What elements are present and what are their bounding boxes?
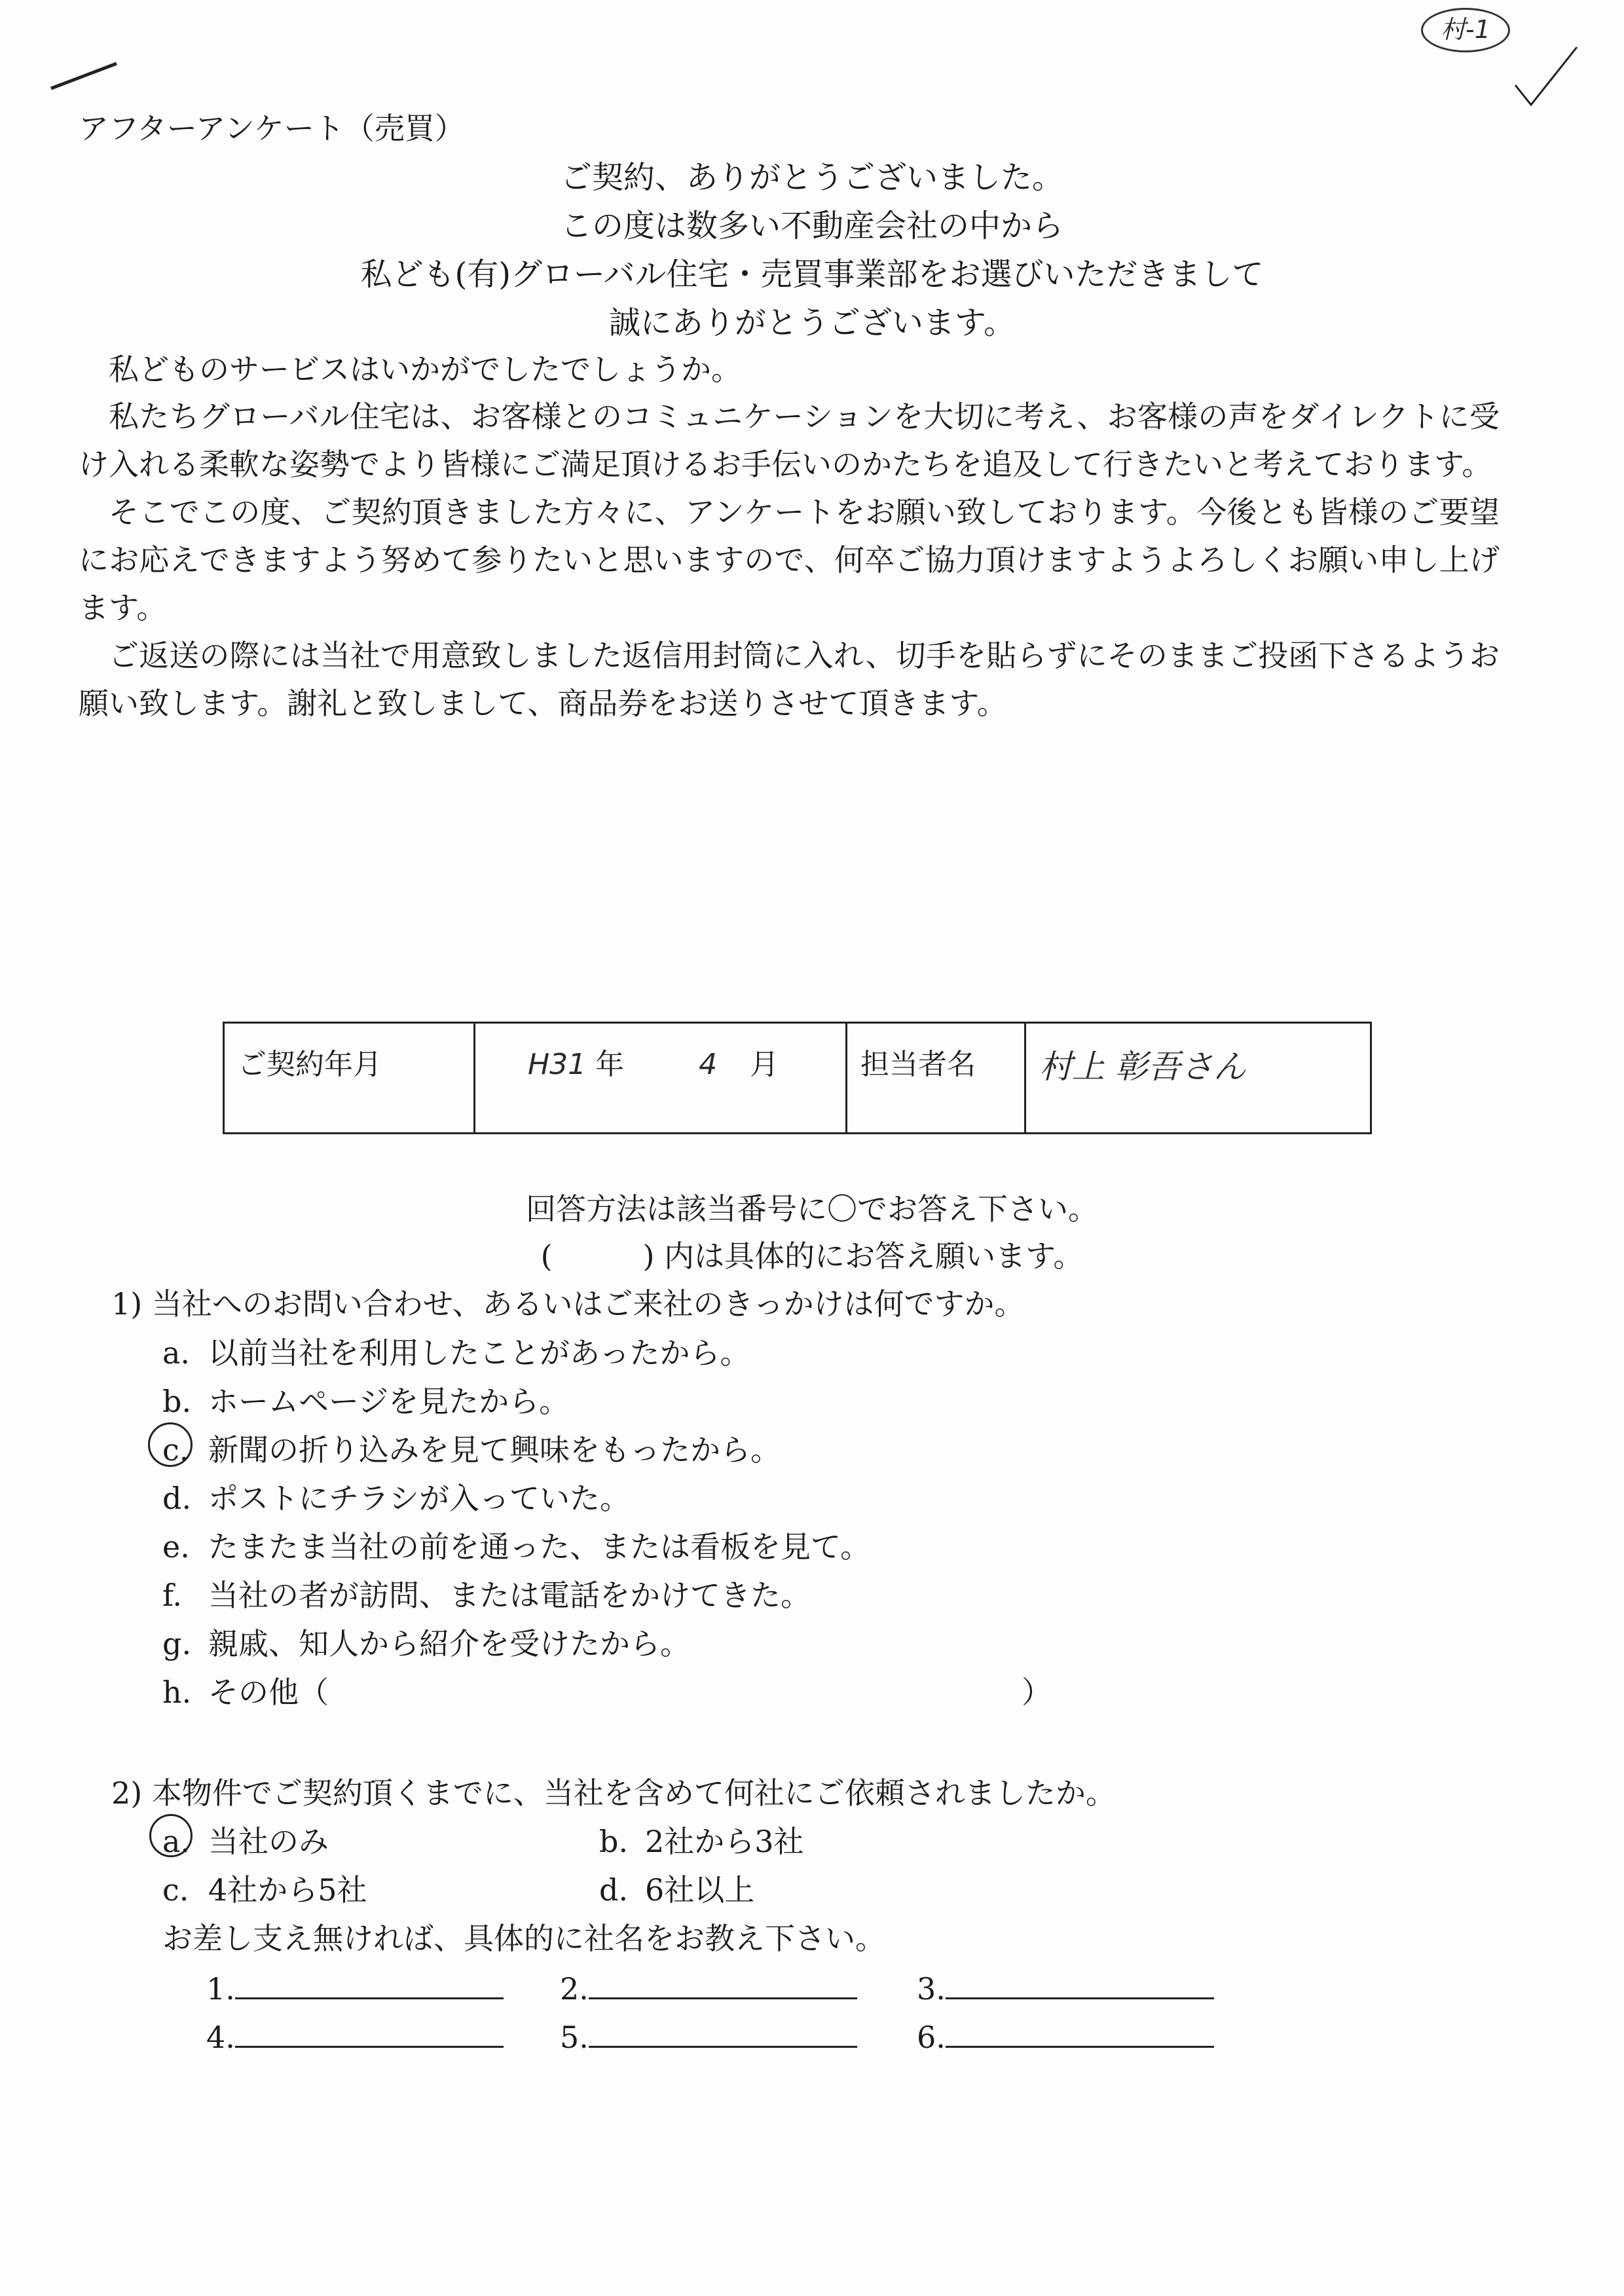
option-text: 当社のみ (208, 1824, 329, 1859)
q1-option-f[interactable] (162, 1572, 811, 1615)
company-slot-5[interactable] (560, 2020, 857, 2055)
option-text: 6社以上 (645, 1872, 755, 1908)
q2-question: 2) 本物件でご契約頂くまでに、当社を含めて何社にご依頼されましたか。 (111, 1775, 1116, 1811)
staff-value: 村上 彰吾さん (1039, 1048, 1246, 1086)
company-slot-line (235, 2020, 504, 2048)
option-letter: f. (162, 1578, 183, 1613)
option-letter: c. (162, 1432, 189, 1468)
company-slot-2[interactable] (560, 1971, 857, 2007)
q1-option-b[interactable] (162, 1378, 569, 1421)
greeting-line-4: 誠にありがとうございます。 (608, 305, 1016, 341)
contract-year-value: H31 (528, 1048, 587, 1081)
contract-year-unit: 年 (595, 1048, 625, 1081)
contract-date-label-cell (224, 1023, 475, 1134)
option-letter: d. (599, 1872, 629, 1908)
option-letter: c. (162, 1872, 189, 1908)
form-title: アフターアンケート（売買） (79, 111, 465, 146)
option-letter: d. (162, 1481, 192, 1516)
contract-date-label: ご契約年月 (238, 1048, 382, 1081)
option-text: 新聞の折り込みを見て興味をもったから。 (208, 1432, 781, 1468)
company-slot-1[interactable] (206, 1971, 504, 2007)
option-text: 2社から3社 (645, 1824, 804, 1859)
option-letter: b. (599, 1824, 629, 1859)
q2-option-b[interactable] (599, 1818, 804, 1861)
greeting-line-1: ご契約、ありがとうございました。 (560, 159, 1063, 196)
staff-value-cell[interactable] (1025, 1023, 1371, 1134)
intro-paragraph-2: 私たちグローバル住宅は、お客様とのコミュニケーションを大切に考え、お客様の声をダイレクトに受け入れる柔軟な姿勢でより皆様にご満足頂けるお手伝いのかたちを追及して行きたいと考えております。 (79, 399, 1500, 482)
q2-option-d[interactable] (599, 1866, 754, 1910)
option-letter: h. (162, 1675, 192, 1710)
option-text: その他（ (208, 1675, 329, 1710)
option-text: 親戚、知人から紹介を受けたから。 (208, 1626, 690, 1661)
option-text: ホームページを見たから。 (208, 1384, 570, 1419)
q2-company-prompt: お差し支え無ければ、具体的に社名をお教え下さい。 (162, 1921, 885, 1956)
company-slot-line (589, 1971, 857, 1999)
q1-option-e[interactable] (162, 1523, 870, 1566)
q2-option-c[interactable] (162, 1866, 367, 1910)
greeting-line-2: この度は数多い不動産会社の中から (560, 208, 1063, 244)
staff-label: 担当者名 (860, 1048, 976, 1081)
company-slot-number: 4. (206, 2020, 235, 2055)
intro-paragraph-4: ご返送の際には当社で用意致しました返信用封筒に入れ、切手を貼らずにそのままご投函下さるようお願い致します。謝礼と致しまして、商品券をお送りさせて頂きます。 (79, 638, 1500, 721)
company-slot-number: 3. (917, 1971, 946, 2007)
option-letter: a. (162, 1335, 191, 1371)
instruction-line-1: 回答方法は該当番号に〇でお答え下さい。 (526, 1191, 1098, 1227)
option-letter: g. (162, 1626, 192, 1661)
option-letter: b. (162, 1384, 192, 1419)
company-slot-3[interactable] (917, 1971, 1214, 2007)
q1-selected-circle (148, 1422, 193, 1467)
contract-month-unit: 月 (750, 1048, 779, 1081)
company-slot-line (235, 1971, 504, 1999)
q1-question: 1) 当社へのお問い合わせ、あるいはご来社のきっかけは何ですか。 (111, 1286, 1025, 1322)
contract-date-value-cell[interactable] (475, 1023, 847, 1134)
q2-selected-circle (149, 1814, 193, 1857)
option-letter: e. (162, 1529, 190, 1565)
company-slot-number: 2. (560, 1971, 589, 2007)
company-slot-line (946, 1971, 1214, 1999)
contract-month-value: 4 (699, 1048, 718, 1081)
page-tag: 村-1 (1421, 8, 1510, 52)
option-text: たまたま当社の前を通った、または看板を見て。 (208, 1529, 871, 1565)
pen-stroke-mark (46, 56, 124, 95)
instruction-line-2: ( ) 内は具体的にお答え願います。 (540, 1238, 1084, 1274)
intro-paragraph-3: そこでこの度、ご契約頂きました方々に、アンケートをお願い致しております。今後とも皆様のご要望にお応えできますよう努めて参りたいと思いますので、何卒ご協力頂けますようよろしくお願い申し上げます。 (79, 494, 1500, 625)
company-slot-line (946, 2020, 1214, 2048)
company-slot-6[interactable] (917, 2020, 1214, 2055)
option-text: 当社の者が訪問、または電話をかけてきた。 (208, 1578, 811, 1613)
company-slot-line (589, 2020, 857, 2048)
option-text: 4社から5社 (208, 1872, 367, 1908)
company-slot-4[interactable] (206, 2020, 504, 2055)
option-text: 以前当社を利用したことがあったから。 (208, 1335, 750, 1371)
option-letter: a. (162, 1824, 191, 1859)
q1-option-h[interactable] (162, 1669, 329, 1712)
check-mark-icon (1506, 39, 1585, 111)
intro-paragraph-1: 私どものサービスはいかがでしたでしょうか。 (109, 352, 741, 387)
q1-option-g[interactable] (162, 1620, 690, 1663)
q1-other-input[interactable] (334, 1669, 1022, 1705)
greeting-line-3: 私ども(有)グローバル住宅・売買事業部をお選びいただきまして (360, 256, 1264, 293)
q1-option-d[interactable] (162, 1475, 630, 1518)
q1-other-close: ） (1022, 1675, 1052, 1710)
q1-option-a[interactable] (162, 1329, 750, 1373)
contract-info-table (223, 1022, 1372, 1134)
staff-label-cell (847, 1023, 1025, 1134)
option-text: ポストにチラシが入っていた。 (208, 1481, 630, 1516)
company-slot-number: 6. (917, 2020, 946, 2055)
company-slot-number: 5. (560, 2020, 589, 2055)
q1-option-c[interactable] (162, 1426, 781, 1470)
company-slot-number: 1. (206, 1971, 235, 2007)
